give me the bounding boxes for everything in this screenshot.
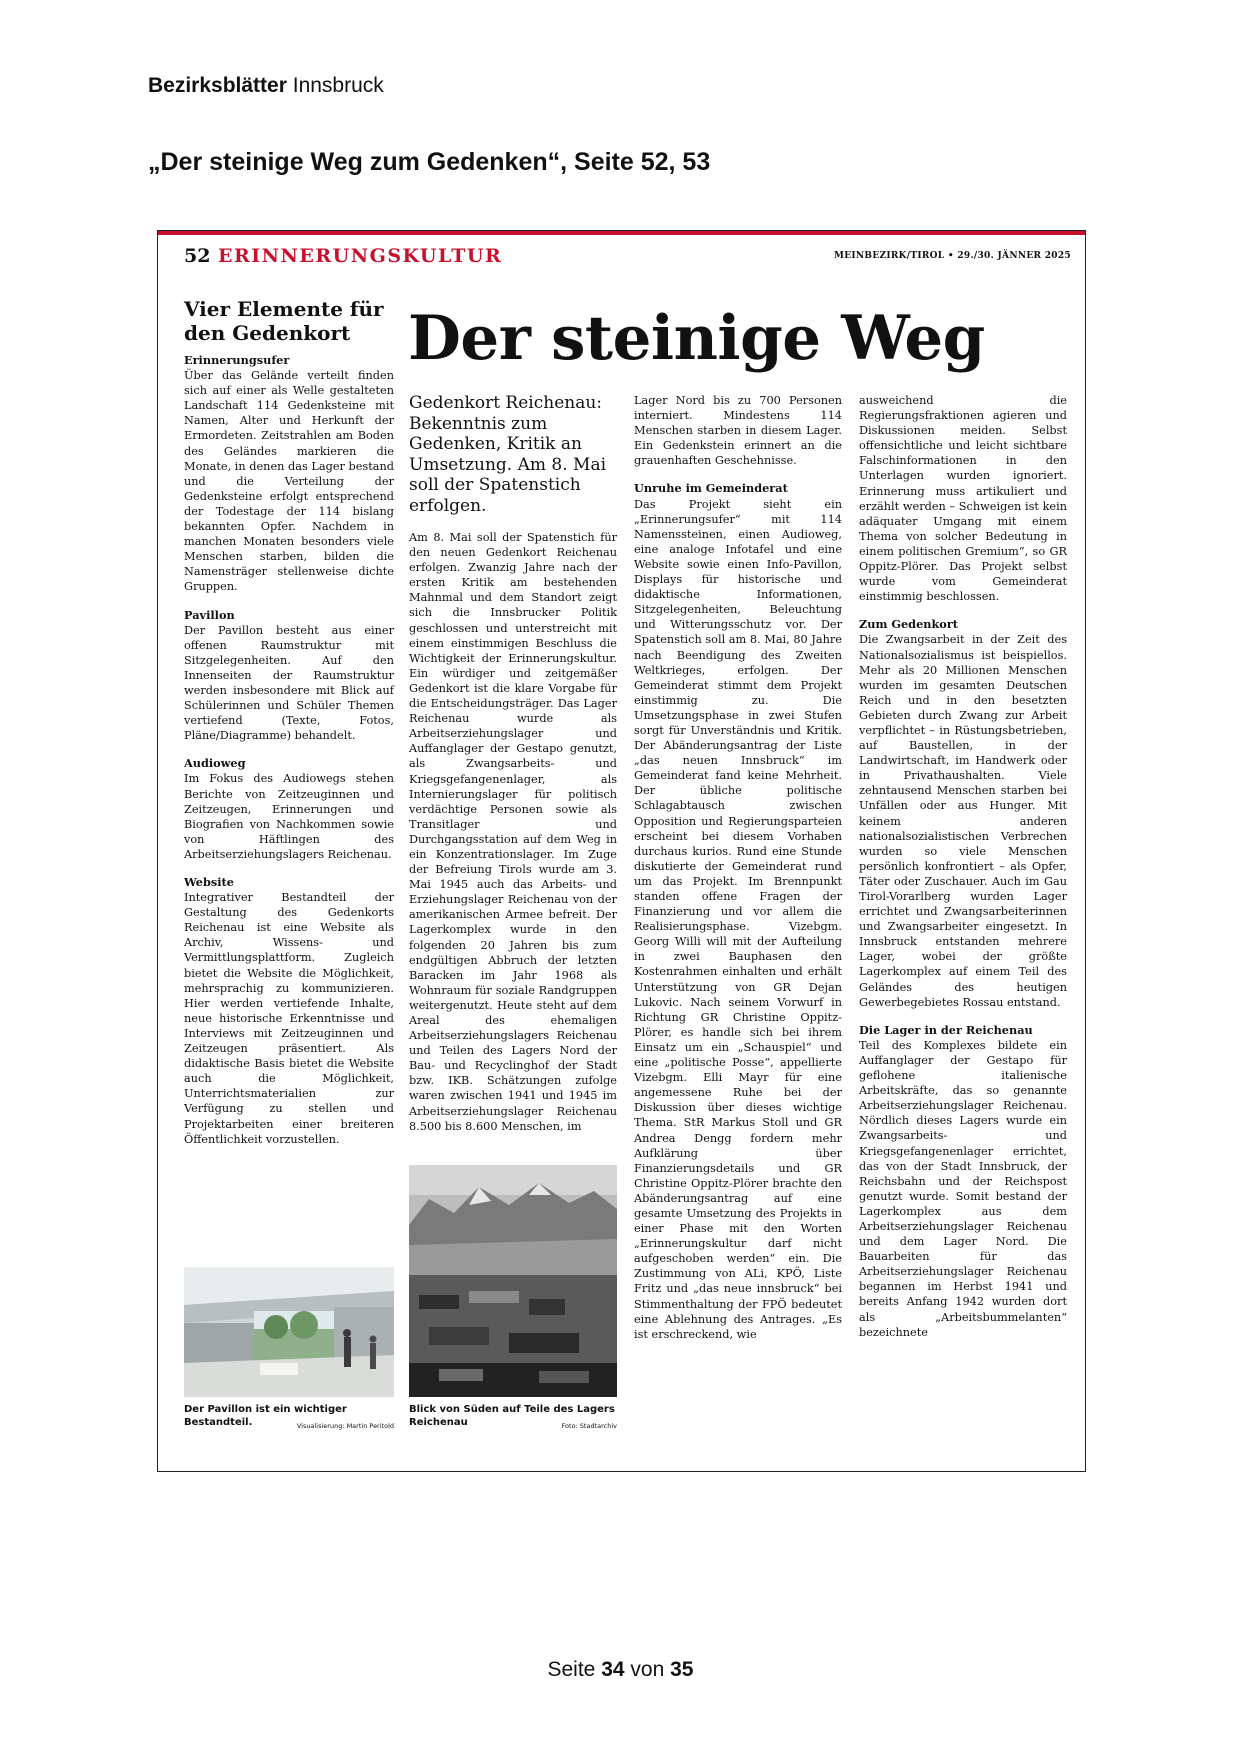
publication-city: Innsbruck: [292, 74, 384, 97]
sidebar-text: Über das Gelände verteilt finden sich auf einer als Welle gestalteten Landschaft 114 Gedenksteine mit Namen, Alter und Herkunft der Ermordeten. Zeitstrahlen am Boden des Geländes markieren die Monate, in denen das Lager bestand und die Verteilung der Gedenksteine erfolgt entsprechend der Todestage der 114 bislang bekannten Opfer. Nachdem in manchen Monaten besonders viele Menschen starben, bilden die Namensträger stellenweise dichte Gruppen.: [184, 369, 395, 594]
article-column-2: [409, 393, 617, 1134]
pavilion-credit: Visualisierung: Martin Peritold: [296, 1422, 394, 1430]
pavilion-image: [184, 1267, 394, 1397]
historical-photo: [409, 1165, 617, 1397]
article-deck: Gedenkort Reichenau: Bekenntnis zum Gedenken, Kritik an Umsetzung. Am 8. Mai soll der Spatenstich erfolgen.: [409, 393, 607, 516]
article-text: Das Projekt sieht ein „Erinnerungsufer“ mit 114 Namenssteinen, einen Audioweg, eine analoge Infotafel und eine Website sowie einen Info-Pavillon, Displays für historische und didaktische Informationen, Sitzgelegenheiten, Beleuchtung und Witterungsschutz vor. Der Spatenstich soll am 8. Mai, 80 Jahre nach Beendigung des Zweiten Weltkrieges, erfolgen. Der Gemeinderat stimmt dem Projekt einstimmig zu. Die Umsetzungsphase in zwei Stufen sorgt für Unverständnis und Kritik. Der Abänderungsantrag der Liste „das neuen Innsbruck“ im Gemeinderat fand keine Mehrheit. Der übliche politische Schlagabtausch zwischen Opposition und Regierungsparteien erscheint bei diesem Vorhaben durchaus kurios. Rund eine Stunde diskutierte der Gemeinderat rund um das Projekt. Im Brennpunkt standen offene Fragen der Finanzierung und vor allem die Realisierungsphase. Vizebgm. Georg Willi will mit der Aufteilung in zwei Bauphasen den Kostenrahmen einhalten und erhält Unterstützung von GR Dejan Lukovic. Nach seinem Vorwurf in Richtung GR Christine Oppitz-Plörer, es handle sich bei ihrem Einsatz um ein „Schauspiel“ und eine „politische Posse“, appellierte Vizebgm. Elli Mayr für eine angemessene Ruhe bei der Diskussion über dieses wichtige Thema. StR Markus Stoll und GR Andrea Dengg fordern mehr Aufklärung über Finanzierungsdetails und GR Christine Oppitz-Plörer brachte den Abänderungsantrag auf eine gesamte Umsetzung des Projekts in einer Phase mit den Worten „Erinnerungskultur darf nicht aufgeschoben werden“ ein. Die Zustimmung von ALi, KPÖ, Liste Fritz und „das neue innsbruck“ bei Stimmenthaltung der FPÖ bedeutet eine Ablehnung des Antrages. „Es ist erschreckend, wie: [634, 497, 842, 1341]
sidebar-title: Vier Elemente für den Gedenkort: [184, 297, 384, 345]
pavilion-photo: [184, 1267, 394, 1397]
historical-credit: Foto: Stadtarchiv: [561, 1422, 617, 1430]
headline: Der steinige Weg: [408, 303, 985, 374]
sidebar-heading: Erinnerungsufer: [184, 353, 290, 367]
article-subheading: Zum Gedenkort: [859, 617, 959, 632]
footer-total-pages: 35: [670, 1658, 694, 1681]
clipping-page-number: 52: [184, 245, 211, 267]
sidebar-text: Der Pavillon besteht aus einer offenen Raumstruktur mit Sitzgelegenheiten. Auf den Innenseiten der Raumstruktur werden insbesondere mit Blick auf Schülerinnen und Schüler Themen vertiefend (Texte, Fotos, Pläne/Diagramme) behandelt.: [184, 623, 394, 743]
sidebar-heading: Website: [184, 875, 234, 889]
article-column-4: [859, 393, 1067, 1340]
red-rule: [158, 231, 1085, 235]
historical-caption-text: Blick von Süden auf Teile des Lagers Reichenau: [409, 1404, 615, 1428]
section-label: ERINNERUNGSKULTUR: [218, 245, 503, 267]
publication-bold: Bezirksblätter: [148, 74, 287, 97]
article-text: Am 8. Mai soll der Spatenstich für den neuen Gedenkort Reichenau erfolgen. Zwanzig Jahre nach der ersten Kritik am bestehenden Mahnmal und dem Standort zeigt sich die Innsbrucker Politik geschlossen und unterstreicht mit einem einstimmigen Beschluss die Wichtigkeit der Erinnerungskultur. Ein würdiger und zeitgemäßer Gedenkort ist die klare Vorgabe für die Entscheidungsträger. Das Lager Reichenau wurde als Arbeitserziehungslager und Auffanglager der Gestapo genutzt, als Zwangsarbeits- und Kriegsgefangenenlager, als Internierungslager für politisch verdächtige Personen sowie als Transitlager und Durchgangsstation auf dem Weg in ein Konzentrationslager. Im Zuge der Befreiung Tirols wurde am 3. Mai 1945 auch das Arbeits- und Erziehungslager Reichenau von der amerikanischen Armee befreit. Der Lagerkomplex wurde in den folgenden 20 Jahren bis zum endgültigen Abbruch der letzten Baracken im Jahr 1968 als Wohnraum für soziale Randgruppen weitergenutzt. Heute steht auf dem Areal des ehemaligen Arbeitserziehungslagers Reichenau und Teilen des Lagers Nord der Bau- und Recyclinghof der Stadt bzw. IKB. Schätzungen zufolge waren zwischen 1941 und 1945 im Arbeitserziehungslager Reichenau 8.500 bis 8.600 Menschen, im: [409, 531, 617, 1133]
pavilion-caption: [184, 1403, 394, 1433]
article-subheading: Die Lager in der Reichenau: [859, 1022, 1033, 1037]
publication-name: [148, 74, 384, 98]
sidebar-column: [184, 297, 394, 1147]
page-footer: [0, 1658, 1241, 1682]
sidebar-heading: Audioweg: [184, 756, 246, 771]
pavilion-caption-text: Der Pavillon ist ein wichtiger Bestandteil.: [184, 1404, 347, 1428]
article-text: ausweichend die Regierungsfraktionen agieren und Diskussionen meiden. Selbst offensichtliche und leicht sichtbare Falschinformationen in den Unterlagen wurden ignoriert. Erinnerung muss artikuliert und erzählt werden – Schweigen ist kein adäquater Umgang mit einem Thema von solcher Bedeutung in einem politischen Gremium“, so GR Oppitz-Plörer. Das Projekt selbst wurde vom Gemeinderat einstimmig beschlossen.: [859, 394, 1067, 604]
sidebar-text: Im Fokus des Audiowegs stehen Berichte von Zeitzeuginnen und Zeitzeugen, Erinnerungen und Biografien von Nachkommen sowie von Häftlingen des Arbeitserziehungslagers Reichenau.: [184, 772, 394, 861]
newspaper-clipping: [157, 230, 1086, 1472]
footer-middle: von: [630, 1658, 665, 1681]
article-text: Lager Nord bis zu 700 Personen interniert. Mindestens 114 Menschen starben in diesem Lager. Ein Gedenkstein erinnert an die grauenhaften Geschehnisse.: [634, 394, 842, 468]
article-column-3: [634, 393, 842, 1342]
sidebar-heading: Pavillon: [184, 607, 235, 622]
article-text: Teil des Komplexes bildete ein Auffanglager der Gestapo für geflohene italienische Arbeitskräfte, das so genannte Arbeitserziehungslager Reichenau. Nördlich dieses Lagers wurde ein Zwangsarbeits- und Kriegsgefangenenlager errichtet, das von der Stadt Innsbruck, der Reichsbahn und der Reichspost genutzt wurde. Somit bestand der Lagerkomplex aus dem Arbeitserziehungslager Reichenau und dem Lager Nord. Die Bauarbeiten für das Arbeitserziehungslager Reichenau begannen im Herbst 1941 und bereits Anfang 1942 wurden dort als „Arbeitsbummelanten“ bezeichnete: [859, 1038, 1067, 1339]
historical-image: [409, 1165, 617, 1397]
historical-caption: [409, 1403, 617, 1433]
footer-prefix: Seite: [547, 1658, 596, 1681]
article-subheading: Unruhe im Gemeinderat: [634, 481, 788, 496]
issue-date: MEINBEZIRK/TIROL • 29./30. JÄNNER 2025: [833, 251, 1071, 261]
sidebar-text: Integrativer Bestandteil der Gestaltung des Gedenkorts Reichenau ist eine Website als Archiv, Wissens- und Vermittlungsplattform. Zugleich bietet die Website die Möglichkeit, mehrsprachig zu kommunizieren. Hier werden vertiefende Inhalte, neue historische Erkenntnisse und Interviews mit Zeitzeuginnen und Zeitzeugen präsentiert. Als didaktische Basis bietet die Website auch die Möglichkeit, Unterrichtsmaterialien zur Verfügung zu stellen und Projektarbeiten einer breiteren Öffentlichkeit vorzustellen.: [184, 891, 394, 1146]
article-text: Die Zwangsarbeit in der Zeit des Nationalsozialismus ist beispiellos. Mehr als 20 Millionen Menschen wurden im gesamten Deutschen Reich und in den besetzten Gebieten durch Zwang zur Arbeit verpflichtet – in Rüstungsbetrieben, auf Baustellen, in der Landwirtschaft, im Handwerk oder in Privathaushalten. Viele zehntausend Menschen starben bei Unfällen oder aus Hunger. Mit keinem anderen nationalsozialistischen Verbrechen wurden so viele Menschen persönlich konfrontiert – als Opfer, Täter oder Zuschauer. Auch im Gau Tirol-Vorarlberg wurden Lager errichtet und Zwangsarbeiterinnen und Zwangsarbeiter eingesetzt. In Innsbruck entstanden mehrere Lager, wobei der größte Lagerkomplex auf einem Teil des Geländes des heutigen Gewerbegebietes Rossau entstand.: [859, 633, 1067, 1009]
footer-current-page: 34: [601, 1658, 625, 1681]
article-reference: „Der steinige Weg zum Gedenken“, Seite 52, 53: [148, 148, 711, 176]
